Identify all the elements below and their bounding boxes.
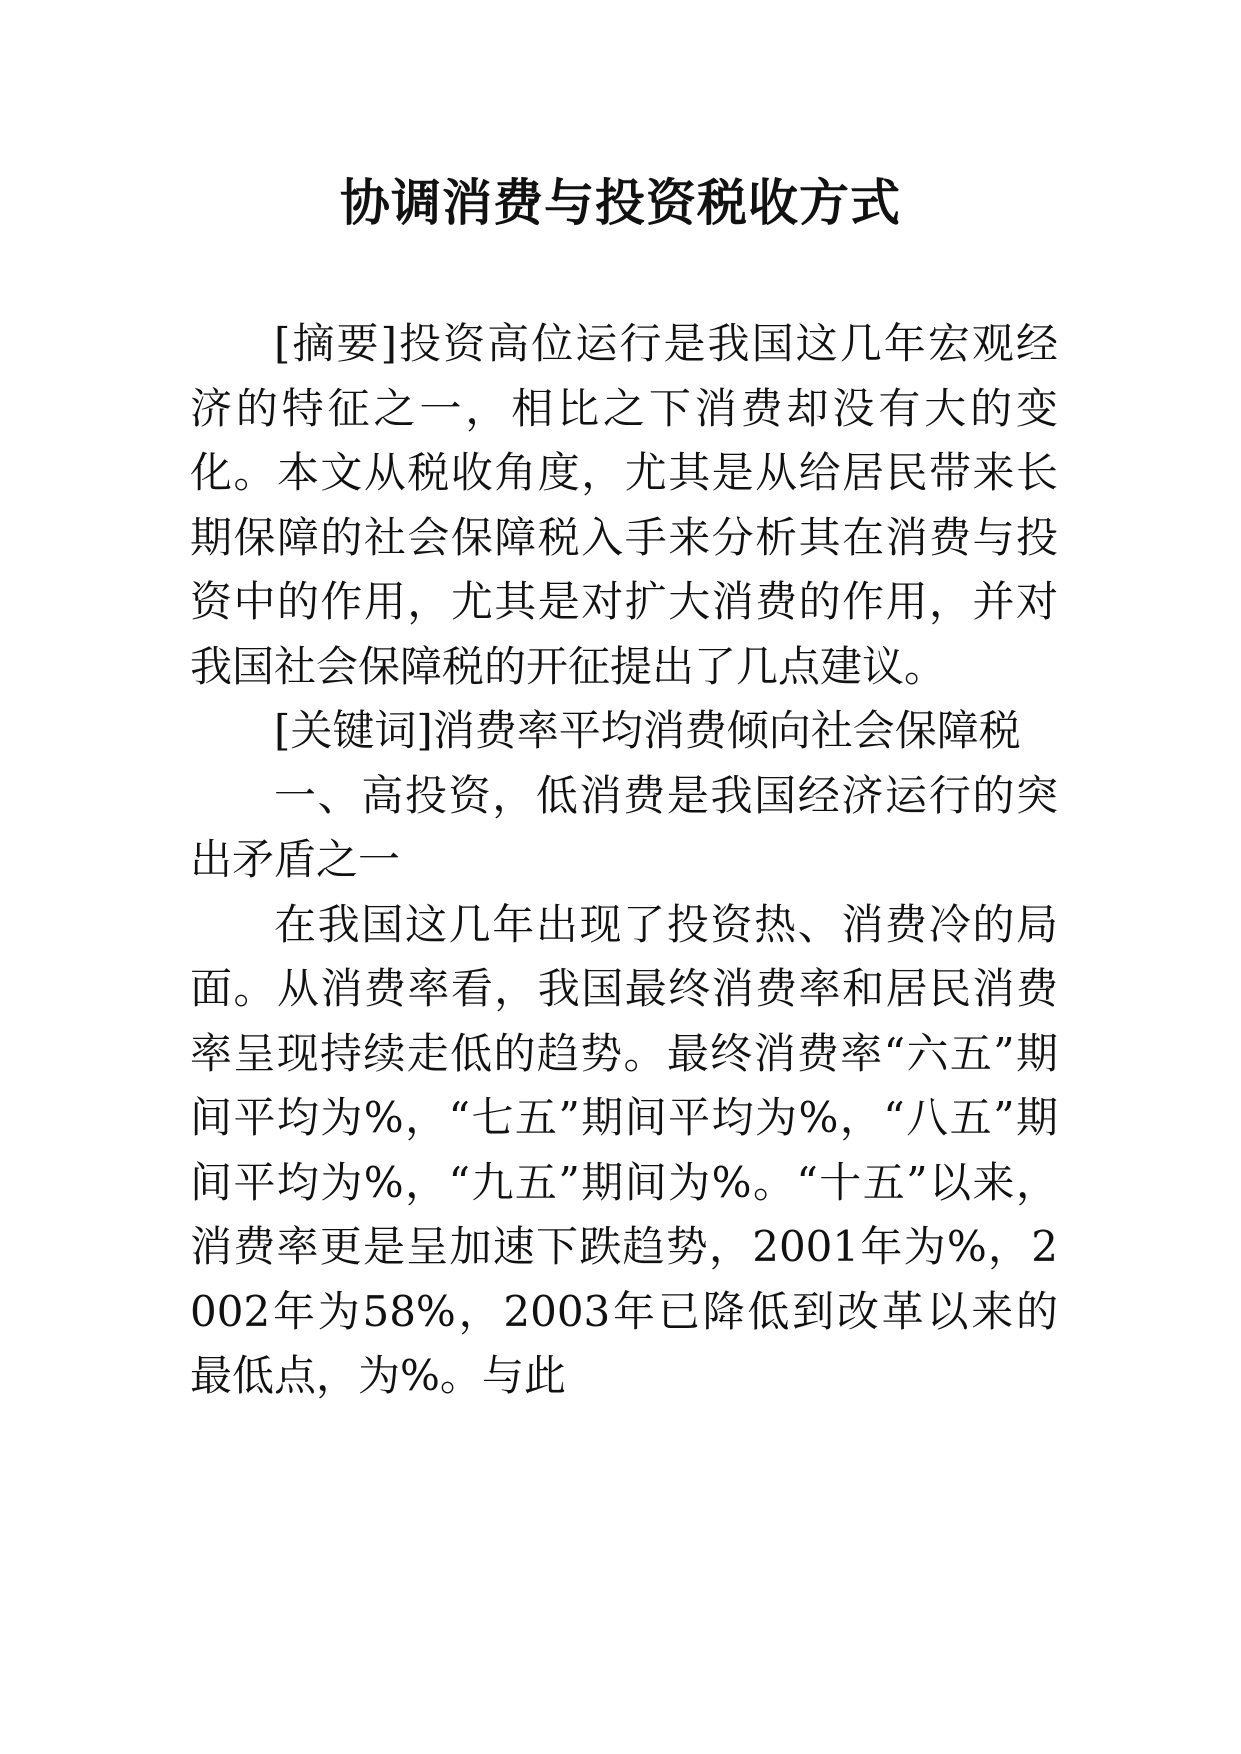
document-title: 协调消费与投资税收方式	[340, 174, 901, 232]
abstract-paragraph: [摘要]投资高位运行是我国这几年宏观经济的特征之一，相比之下消费却没有大的变化。本文从税收角度，尤其是从给居民带来长期保障的社会保障税入手来分析其在消费与投资中的作用，尤其是对扩大消费的作用，并对我国社会保障税的开征提出了几点建议。	[190, 319, 1058, 691]
keywords-paragraph: [关键词]消费率平均消费倾向社会保障税	[274, 706, 1021, 755]
document-body	[190, 312, 1058, 1409]
body-paragraph: 在我国这几年出现了投资热、消费冷的局面。从消费率看，我国最终消费率和居民消费率呈现持续走低的趋势。最终消费率“六五”期间平均为%，“七五”期间平均为%，“八五”期间平均为%，“九五”期间为%。“十五”以来，消费率更是呈加速下跌趋势，2001年为%，2002年为58%，2003年已降低到改革以来的最低点，为%。与此	[190, 899, 1058, 1400]
section-heading: 一、高投资，低消费是我国经济运行的突出矛盾之一	[190, 770, 1058, 884]
